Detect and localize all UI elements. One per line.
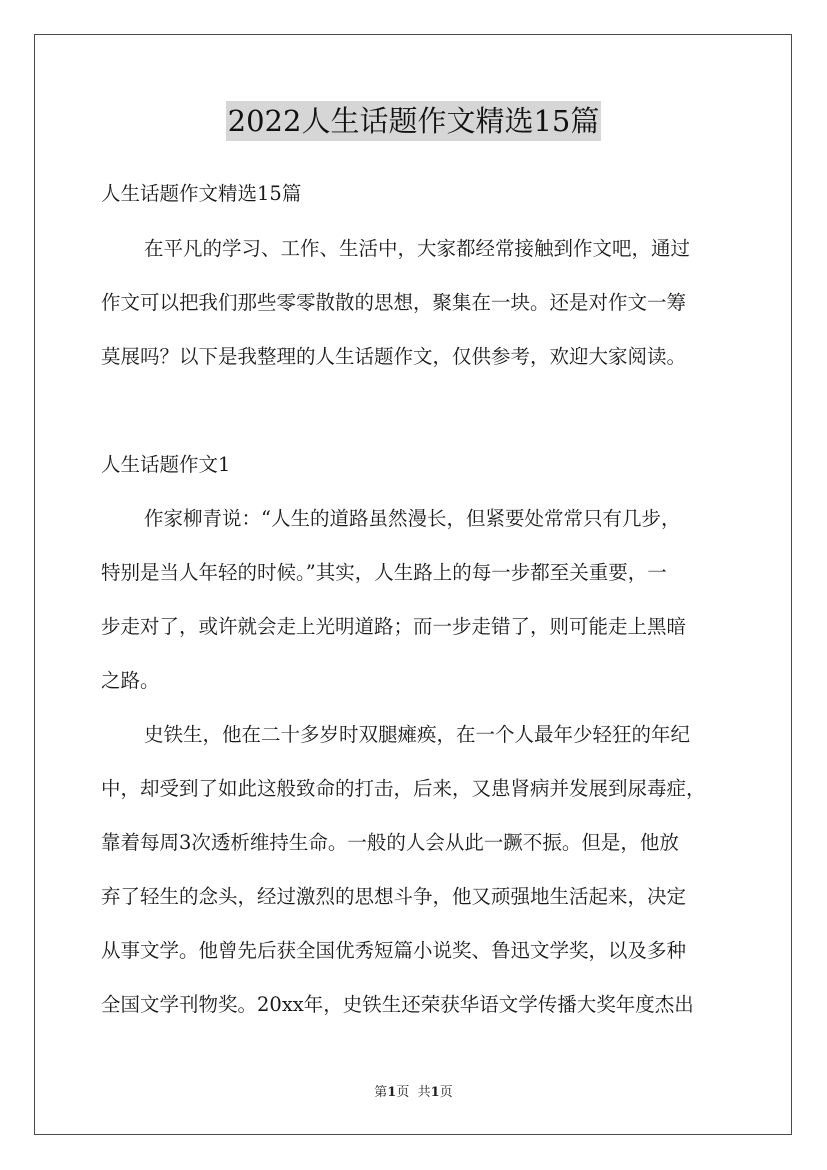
footer-total-number: 1: [430, 1085, 440, 1100]
para2-line-6: 全国文学刊物奖。20xx年，史铁生还荣获华语文学传播大奖年度杰出: [101, 993, 694, 1016]
title-container: [0, 101, 827, 141]
intro-line-3: 莫展吗？以下是我整理的人生话题作文，仅供参考，欢迎大家阅读。: [101, 345, 687, 368]
para1-line-2: 特别是当人年轻的时候。”其实，人生路上的每一步都至关重要，一: [101, 561, 667, 584]
para2-line-5: 从事文学。他曾先后获全国优秀短篇小说奖、鲁迅文学奖，以及多种: [101, 939, 687, 962]
document-subtitle: 人生话题作文精选15篇: [101, 182, 302, 205]
para1-line-1: 作家柳青说：“人生的道路虽然漫长，但紧要处常常只有几步，: [144, 507, 681, 530]
footer-total-prefix: 共: [417, 1085, 431, 1100]
intro-line-1: 在平凡的学习、工作、生活中，大家都经常接触到作文吧，通过: [144, 237, 691, 260]
para2-line-2: 中，却受到了如此这般致命的打击，后来，又患肾病并发展到尿毒症，: [101, 777, 706, 800]
para2-line-3: 靠着每周3次透析维持生命。一般的人会从此一蹶不振。但是，他放: [101, 831, 679, 854]
page-footer: [0, 1084, 827, 1102]
footer-page-prefix: 第: [374, 1085, 388, 1100]
footer-page-suffix: 页: [396, 1085, 410, 1100]
footer-total-suffix: 页: [439, 1085, 453, 1100]
footer-page-number: 1: [387, 1085, 397, 1100]
para1-line-3: 步走对了，或许就会走上光明道路；而一步走错了，则可能走上黑暗: [101, 615, 687, 638]
intro-line-2: 作文可以把我们那些零零散散的思想，聚集在一块。还是对作文一筹: [101, 291, 687, 314]
section-heading: 人生话题作文1: [101, 453, 231, 476]
para2-line-1: 史铁生，他在二十多岁时双腿瘫痪，在一个人最年少轻狂的年纪: [144, 723, 691, 746]
para1-line-4: 之路。: [101, 669, 160, 692]
document-title: 2022人生话题作文精选15篇: [226, 101, 602, 141]
para2-line-4: 弃了轻生的念头，经过激烈的思想斗争，他又顽强地生活起来，决定: [101, 885, 687, 908]
